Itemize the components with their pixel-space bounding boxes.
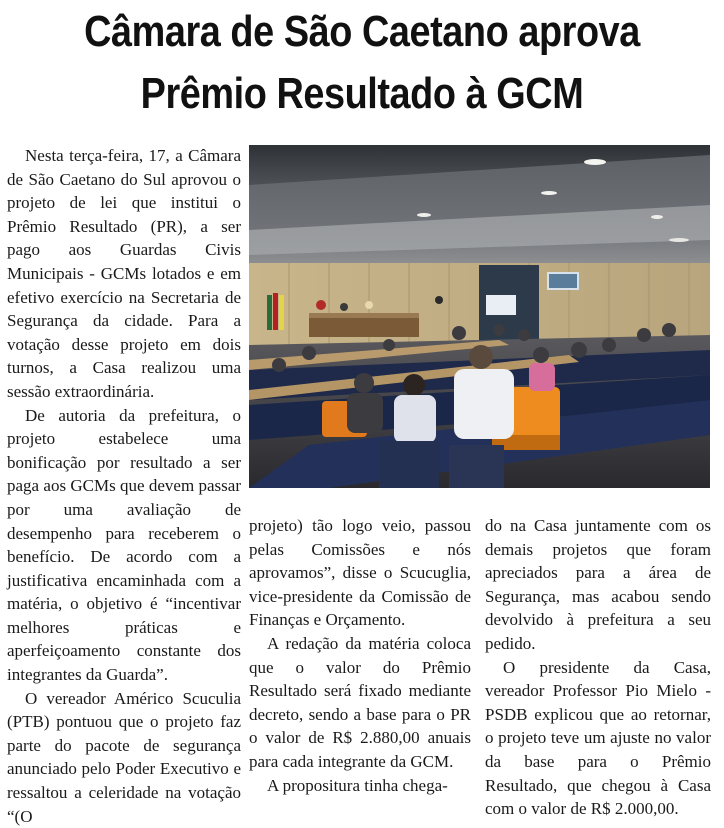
paragraph-returned: do na Casa juntamente com os demais projetos que foram apreciados para a área de Segurança, mas acabou sendo devolvido à prefeitura a seu pedido.: [485, 516, 711, 653]
article-column-2: [249, 514, 471, 797]
headline-line-2: Prêmio Resultado à GCM: [140, 69, 584, 118]
paragraph-authorship: De autoria da prefeitura, o projeto estabelece uma bonificação por resultado a ser paga aos GCMs que devem passar por uma avaliação de desempenho para receberem o benefício. De acordo com a justificativa encaminhada com a matéria, o objetivo é “incentivar melhores práticas e aperfeiçoamento constante dos integrantes da Guarda”.: [7, 405, 241, 685]
paragraph-decree: A redação da matéria coloca que o valor do Prêmio Resultado será fixado mediante decreto, sendo a base para o PR o valor de R$ 2.880,00 anuais para cada integrante da GCM.: [249, 633, 471, 771]
paragraph-commissions: projeto) tão logo veio, passou pelas Comissões e nós aprovamos”, disse o Scucuglia, vice-presidente da Comissão de Finanças e Orçamento.: [249, 516, 471, 630]
article-column-1: [7, 144, 241, 828]
paragraph-intro: Nesta terça-feira, 17, a Câmara de São Caetano do Sul aprovou o projeto de lei que institui o Prêmio Resultado (PR), a ser pago aos Guardas Civis Municipais - GCMs lotados e em efetivo exercício na Secretaria de Segurança da cidade. Para a votação desse projeto em dois turnos, a Casa realizou uma sessão extraordinária.: [7, 146, 241, 401]
paragraph-propositura: A propositura tinha chega-: [267, 775, 448, 795]
article-column-3: [485, 514, 711, 821]
paragraph-scucuglia: O vereador Américo Scuculia (PTB) pontuou que o projeto faz parte do pacote de segurança anunciado pelo Poder Executivo e ressaltou a celeridade na votação “(O: [7, 688, 241, 826]
chamber-session-photo: [249, 145, 710, 488]
paragraph-president: O presidente da Casa, vereador Professor Pio Mielo - PSDB explicou que ao retornar, o projeto teve um ajuste no valor da base para o Prêmio Resultado, que chegou à Casa com o valor de R$ 2.000,00.: [485, 657, 711, 819]
headline-line-1: Câmara de São Caetano aprova: [84, 7, 640, 56]
